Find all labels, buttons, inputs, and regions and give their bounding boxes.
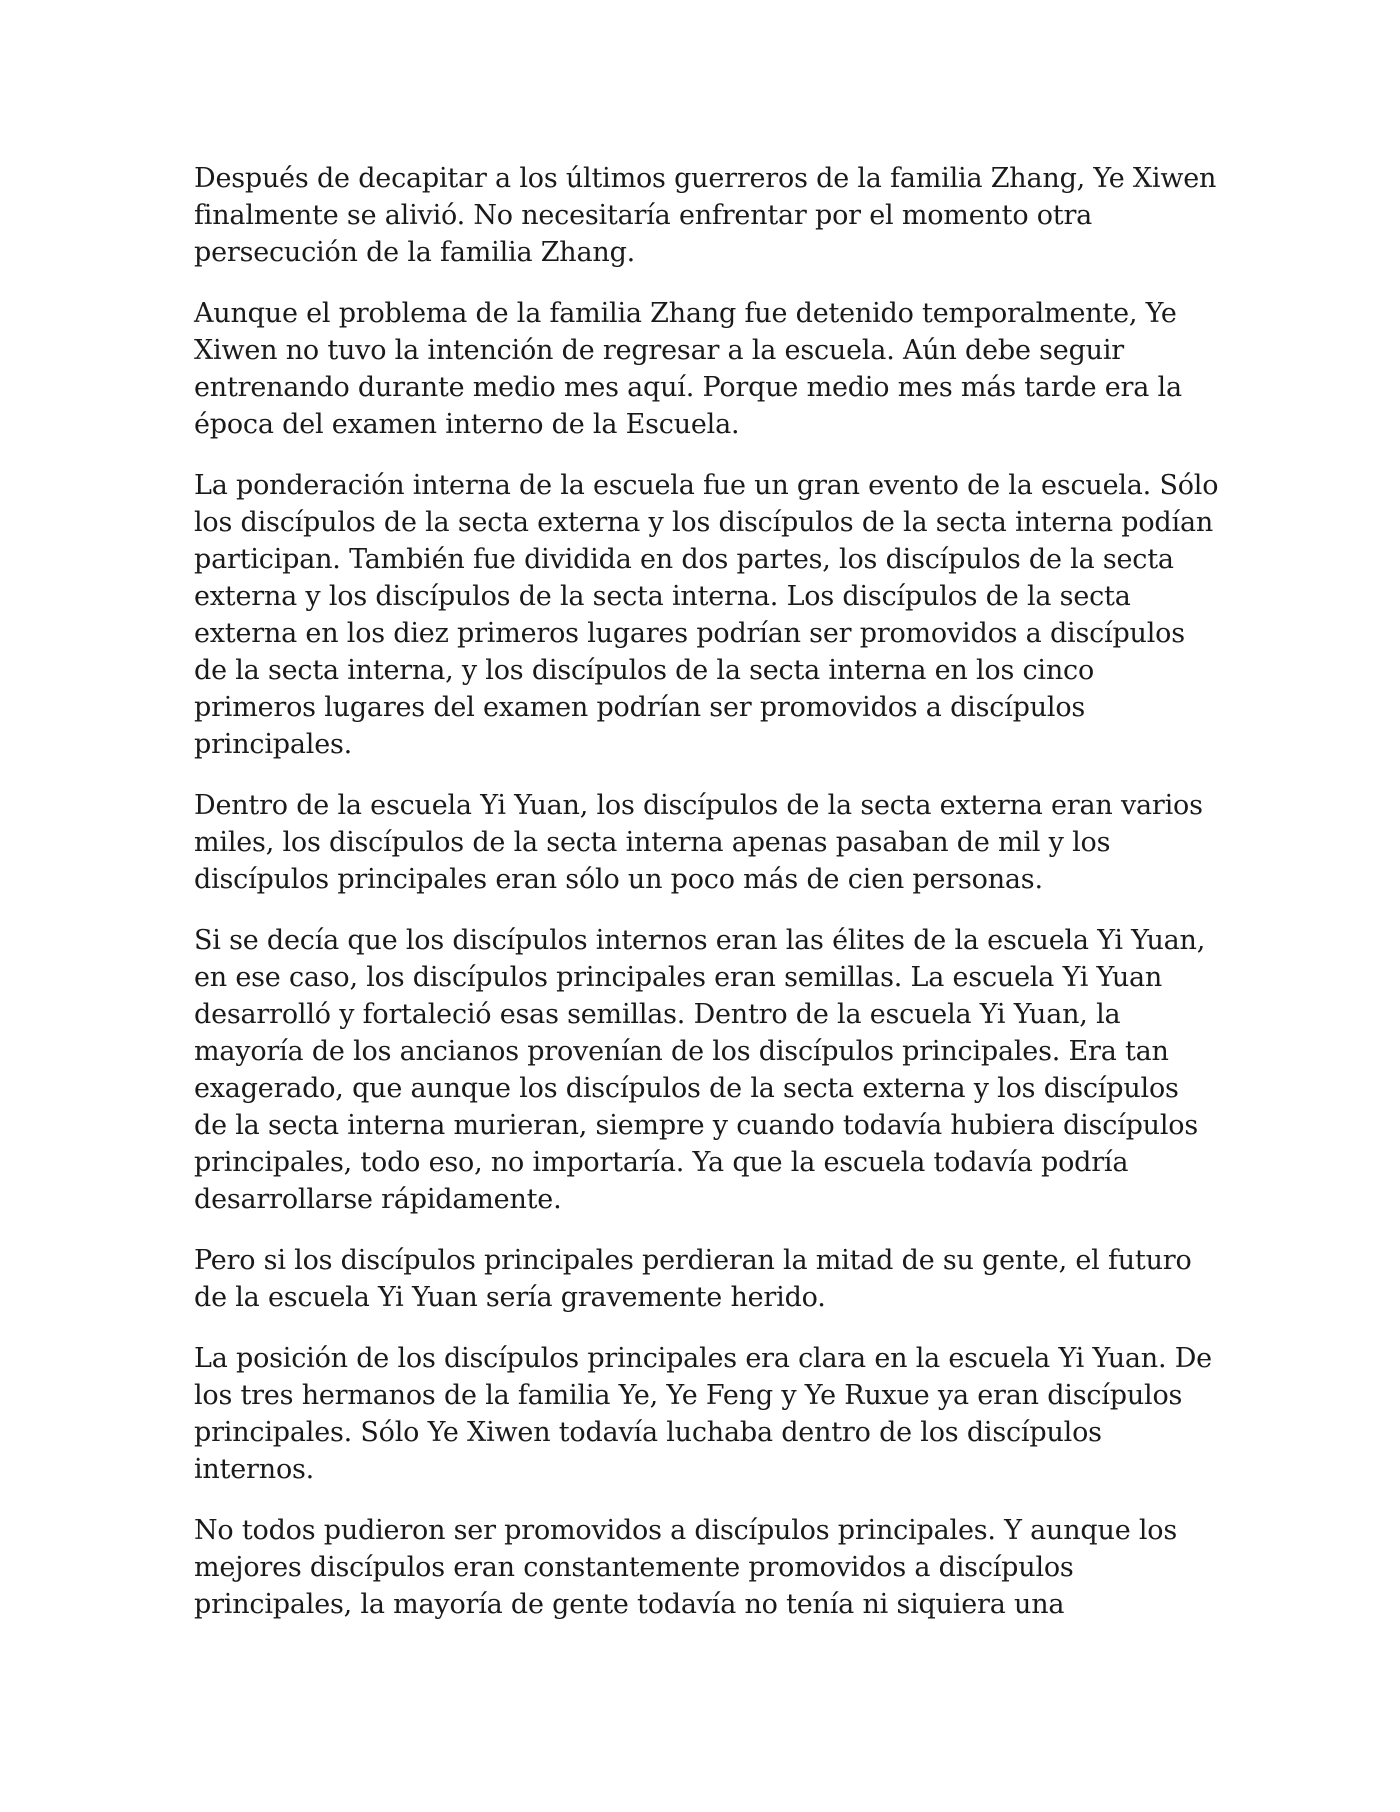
paragraph-5: Si se decía que los discípulos internos eran las élites de la escuela Yi Yuan, en ese caso, los discípulos principales eran semillas. La escuela Yi Yuan desarrolló y fortaleció esas semillas. Dentro de la escuela Yi Yuan, la mayoría de los ancianos provenían de los discípulos principales. Era tan exagerado, que aunque los discípulos de la secta externa y los discípulos de la secta interna murieran, siempre y cuando todavía hubiera discípulos principales, todo eso, no importaría. Ya que la escuela todavía podría desarrollarse rápidamente. xyxy=(194,925,1206,1215)
paragraph-7: La posición de los discípulos principales era clara en la escuela Yi Yuan. De los tres hermanos de la familia Ye, Ye Feng y Ye Ruxue ya eran discípulos principales. Sólo Ye Xiwen todavía luchaba dentro de los discípulos internos. xyxy=(194,1343,1212,1485)
paragraph-4: Dentro de la escuela Yi Yuan, los discípulos de la secta externa eran varios miles, los discípulos de la secta interna apenas pasaban de mil y los discípulos principales eran sólo un poco más de cien personas. xyxy=(194,790,1203,895)
paragraph-3: La ponderación interna de la escuela fue un gran evento de la escuela. Sólo los discípulos de la secta externa y los discípulos de la secta interna podían participan. También fue dividida en dos partes, los discípulos de la secta externa y los discípulos de la secta interna. Los discípulos de la secta externa en los diez primeros lugares podrían ser promovidos a discípulos de la secta interna, y los discípulos de la secta interna en los cinco primeros lugares del examen podrían ser promovidos a discípulos principales. xyxy=(194,470,1219,760)
paragraph-2: Aunque el problema de la familia Zhang fue detenido temporalmente, Ye Xiwen no tuvo la intención de regresar a la escuela. Aún debe seguir entrenando durante medio mes aquí. Porque medio mes más tarde era la época del examen interno de la Escuela. xyxy=(194,298,1182,440)
paragraph-1: Después de decapitar a los últimos guerreros de la familia Zhang, Ye Xiwen finalmente se alivió. No necesitaría enfrentar por el momento otra persecución de la familia Zhang. xyxy=(194,163,1217,268)
paragraph-6: Pero si los discípulos principales perdieran la mitad de su gente, el futuro de la escuela Yi Yuan sería gravemente herido. xyxy=(194,1245,1192,1313)
paragraph-8: No todos pudieron ser promovidos a discípulos principales. Y aunque los mejores discípulos eran constantemente promovidos a discípulos principales, la mayoría de gente todavía no tenía ni siquiera una xyxy=(194,1515,1178,1620)
